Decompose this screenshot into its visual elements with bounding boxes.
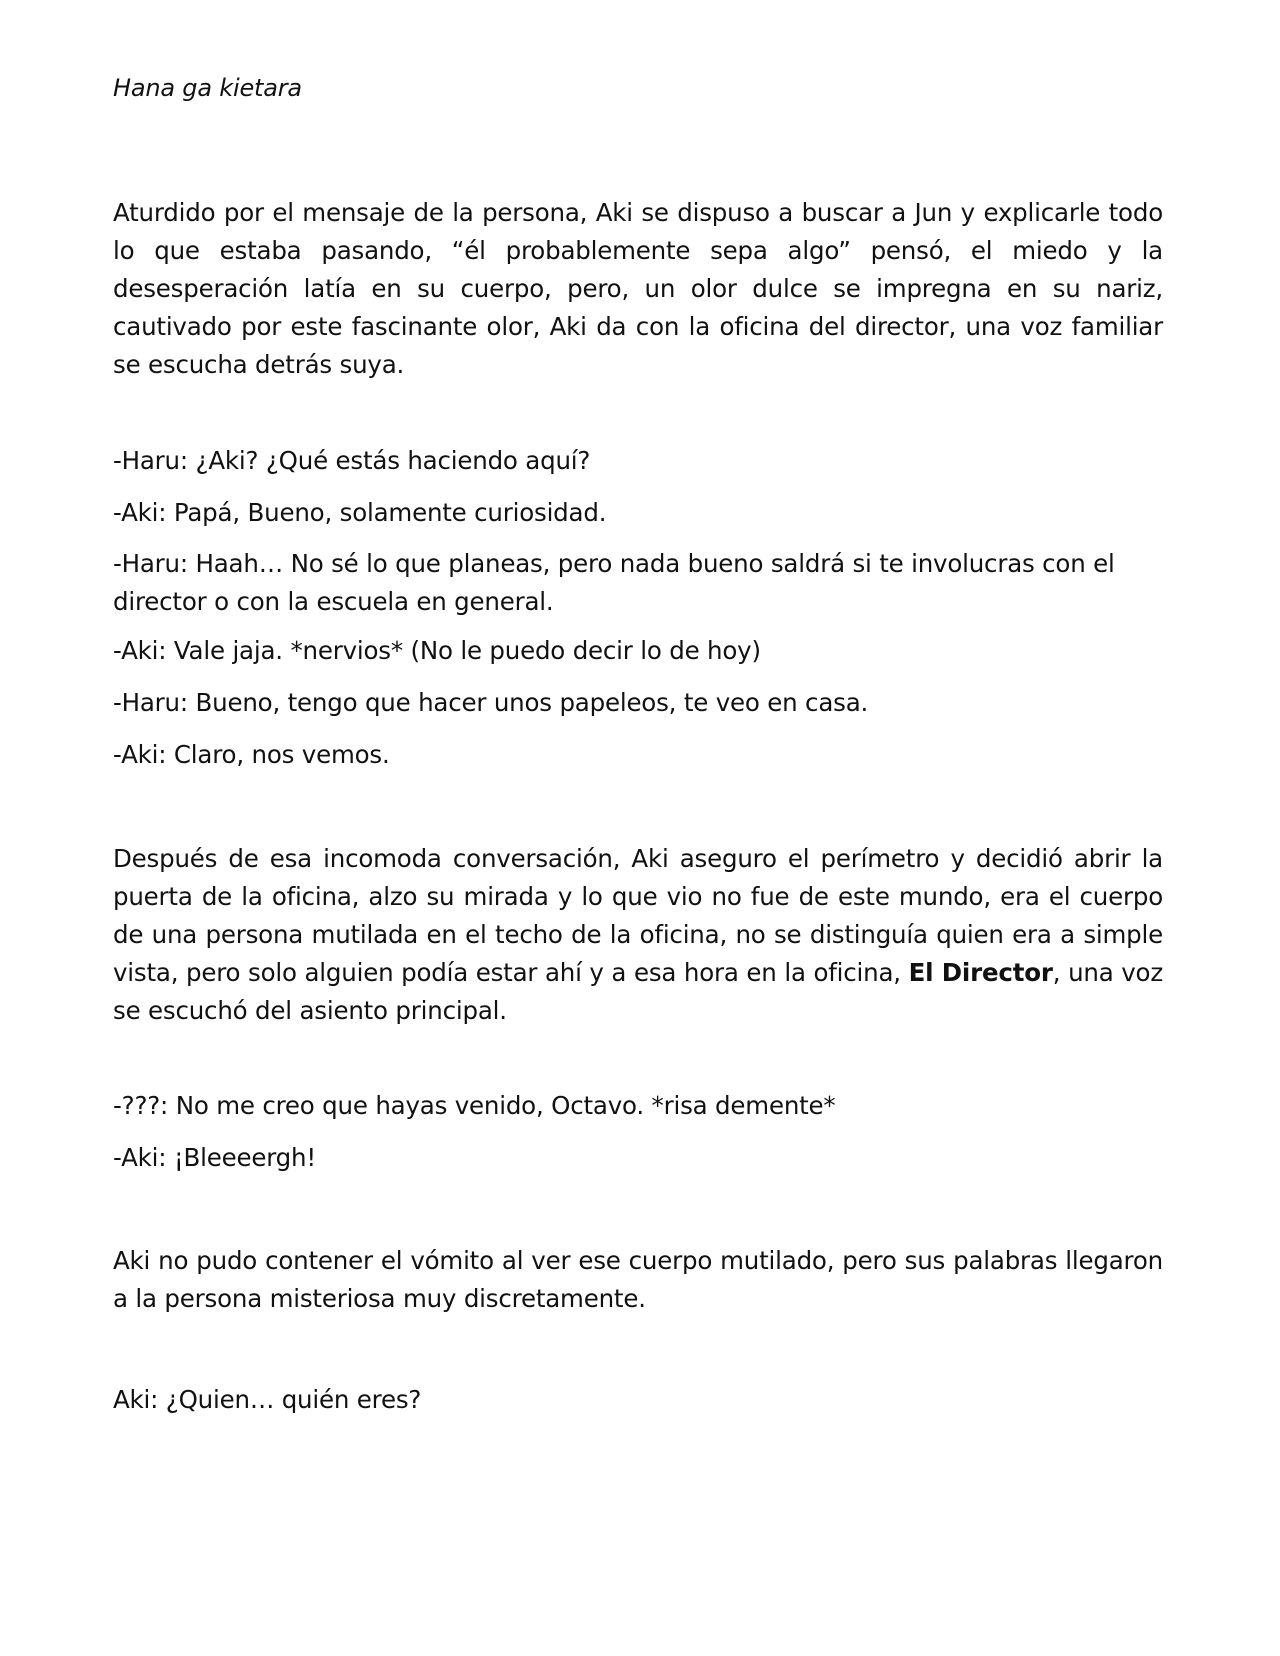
dialogue-line: -Aki: Papá, Bueno, solamente curiosidad. [113, 498, 607, 527]
paragraph-opening: Aturdido por el mensaje de la persona, Aki se dispuso a buscar a Jun y explicarle todo lo que estaba pasando, “él probablemente sepa algo” pensó, el miedo y la desesperación latía en su cuerpo, pero, un olor dulce se impregna en su nariz, cautivado por este fascinante olor, Aki da con la oficina del director, una voz familiar se escucha detrás suya. [113, 198, 1163, 379]
paragraph-office [113, 840, 1163, 1030]
paragraph-office-text-after: , una voz se escuchó del asiento principal. [113, 958, 1164, 1025]
dialogue-line: -Aki: Claro, nos vemos. [113, 740, 390, 769]
dialogue-line: -Haru: ¿Aki? ¿Qué estás haciendo aquí? [113, 446, 591, 475]
paragraph-office-bold-name: El Director [908, 958, 1053, 987]
paragraph-office-text-before: Después de esa incomoda conversación, Aki aseguro el perímetro y decidió abrir la puerta de la oficina, alzo su mirada y lo que vio no fue de este mundo, era el cuerpo de una persona mutilada en el techo de la oficina, no se distinguía quien era a simple vista, pero solo alguien podía estar ahí y a esa hora en la oficina, [113, 844, 1163, 987]
dialogue-line: -???: No me creo que hayas venido, Octavo. *risa demente* [113, 1091, 836, 1120]
dialogue-line: -Haru: Haah… No sé lo que planeas, pero nada bueno saldrá si te involucras con el director o con la escuela en general. [113, 549, 1115, 616]
dialogue-line: -Haru: Bueno, tengo que hacer unos papeleos, te veo en casa. [113, 688, 869, 717]
dialogue-line: -Aki: ¡Bleeeergh! [113, 1143, 316, 1172]
dialogue-line: -Aki: Vale jaja. *nervios* (No le puedo decir lo de hoy) [113, 636, 761, 665]
dialogue-line-final: Aki: ¿Quien… quién eres? [113, 1385, 422, 1414]
paragraph-vomit: Aki no pudo contener el vómito al ver ese cuerpo mutilado, pero sus palabras llegaron a la persona misteriosa muy discretamente. [113, 1246, 1163, 1313]
document-header: Hana ga kietara [113, 74, 302, 102]
